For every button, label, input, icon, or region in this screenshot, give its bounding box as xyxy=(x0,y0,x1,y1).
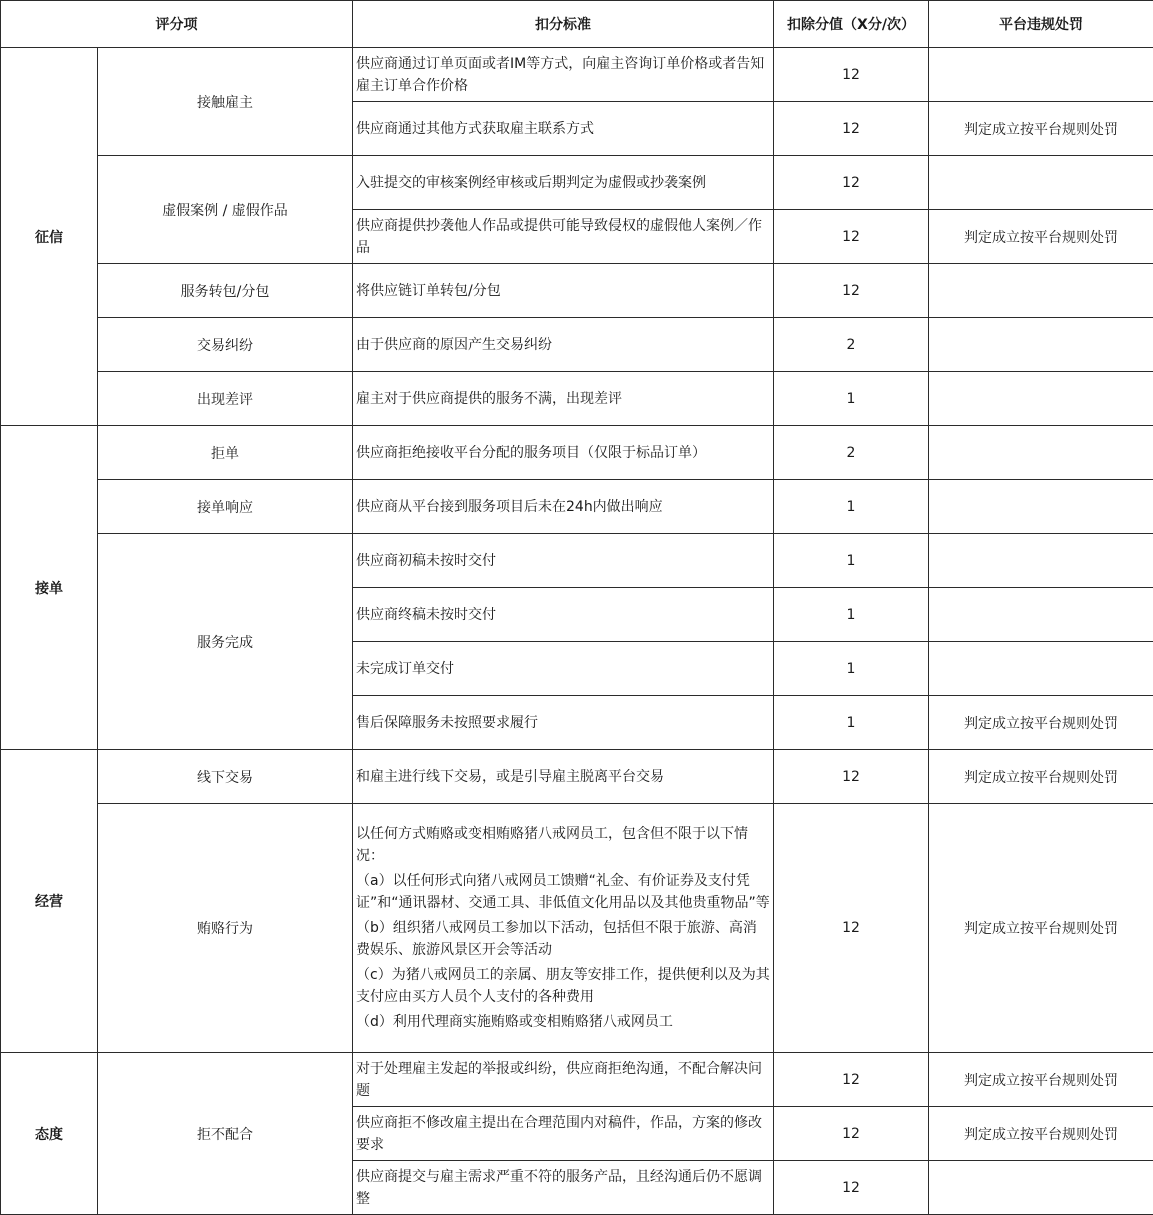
deduct-cell: 1 xyxy=(774,696,929,750)
category-cell: 经营 xyxy=(1,750,98,1053)
penalty-cell xyxy=(929,318,1153,372)
header-penalty: 平台违规处罚 xyxy=(929,1,1153,48)
deduct-cell: 1 xyxy=(774,534,929,588)
table-row xyxy=(1,480,1153,534)
penalty-cell xyxy=(929,372,1153,426)
subitem-cell: 虚假案例 / 虚假作品 xyxy=(98,156,353,264)
penalty-cell xyxy=(929,480,1153,534)
bribery-intro: 以任何方式贿赂或变相贿赂猪八戒网员工，包含但不限于以下情况： xyxy=(356,823,770,867)
deduct-cell: 12 xyxy=(774,102,929,156)
standard-cell: 对于处理雇主发起的举报或纠纷，供应商拒绝沟通，不配合解决问题 xyxy=(353,1053,774,1107)
penalty-cell: 判定成立按平台规则处罚 xyxy=(929,1107,1153,1161)
standard-cell: 将供应链订单转包/分包 xyxy=(353,264,774,318)
penalty-cell: 判定成立按平台规则处罚 xyxy=(929,804,1153,1053)
penalty-cell: 判定成立按平台规则处罚 xyxy=(929,696,1153,750)
standard-cell: 供应商从平台接到服务项目后未在24h内做出响应 xyxy=(353,480,774,534)
table-row xyxy=(1,804,1153,1053)
bribery-clause-b: （b）组织猪八戒网员工参加以下活动，包括但不限于旅游、高消费娱乐、旅游风景区开会等活动 xyxy=(356,917,770,961)
deduct-cell: 12 xyxy=(774,264,929,318)
standard-cell: 供应商拒不修改雇主提出在合理范围内对稿件，作品，方案的修改要求 xyxy=(353,1107,774,1161)
standard-cell: 售后保障服务未按照要求履行 xyxy=(353,696,774,750)
deduct-cell: 1 xyxy=(774,642,929,696)
subitem-cell: 拒单 xyxy=(98,426,353,480)
table-row xyxy=(1,48,1153,102)
deduct-cell: 12 xyxy=(774,750,929,804)
header-item: 评分项 xyxy=(1,1,353,48)
deduct-cell: 12 xyxy=(774,1161,929,1215)
deduct-cell: 12 xyxy=(774,156,929,210)
standard-cell: 雇主对于供应商提供的服务不满，出现差评 xyxy=(353,372,774,426)
subitem-cell: 服务转包/分包 xyxy=(98,264,353,318)
standard-cell: 供应商通过订单页面或者IM等方式，向雇主咨询订单价格或者告知雇主订单合作价格 xyxy=(353,48,774,102)
standard-cell: 入驻提交的审核案例经审核或后期判定为虚假或抄袭案例 xyxy=(353,156,774,210)
table-row xyxy=(1,372,1153,426)
subitem-cell: 拒不配合 xyxy=(98,1053,353,1215)
bribery-clause-d: （d）利用代理商实施贿赂或变相贿赂猪八戒网员工 xyxy=(356,1011,770,1033)
deduct-cell: 12 xyxy=(774,1107,929,1161)
standard-cell: 供应商通过其他方式获取雇主联系方式 xyxy=(353,102,774,156)
subitem-cell: 服务完成 xyxy=(98,534,353,750)
penalty-cell xyxy=(929,1161,1153,1215)
subitem-cell: 接触雇主 xyxy=(98,48,353,156)
standard-cell: 供应商提供抄袭他人作品或提供可能导致侵权的虚假他人案例／作品 xyxy=(353,210,774,264)
category-cell: 接单 xyxy=(1,426,98,750)
table-row xyxy=(1,534,1153,588)
standard-cell: 供应商终稿未按时交付 xyxy=(353,588,774,642)
subitem-cell: 接单响应 xyxy=(98,480,353,534)
penalty-cell xyxy=(929,426,1153,480)
header-row xyxy=(1,1,1153,48)
standard-cell: 供应商拒绝接收平台分配的服务项目（仅限于标品订单） xyxy=(353,426,774,480)
penalty-cell: 判定成立按平台规则处罚 xyxy=(929,750,1153,804)
deduct-cell: 12 xyxy=(774,210,929,264)
standard-cell: 供应商初稿未按时交付 xyxy=(353,534,774,588)
subitem-cell: 出现差评 xyxy=(98,372,353,426)
deduct-cell: 2 xyxy=(774,318,929,372)
deduct-cell: 12 xyxy=(774,48,929,102)
standard-cell xyxy=(353,804,774,1053)
penalty-cell xyxy=(929,156,1153,210)
penalty-cell xyxy=(929,264,1153,318)
penalty-cell: 判定成立按平台规则处罚 xyxy=(929,1053,1153,1107)
category-cell: 征信 xyxy=(1,48,98,426)
header-deduct: 扣除分值（X分/次） xyxy=(774,1,929,48)
table-row xyxy=(1,318,1153,372)
deduct-cell: 12 xyxy=(774,1053,929,1107)
table-row xyxy=(1,1053,1153,1107)
deduct-cell: 1 xyxy=(774,372,929,426)
standard-cell: 和雇主进行线下交易，或是引导雇主脱离平台交易 xyxy=(353,750,774,804)
penalty-cell xyxy=(929,588,1153,642)
header-standard: 扣分标准 xyxy=(353,1,774,48)
penalty-cell xyxy=(929,48,1153,102)
table-row xyxy=(1,264,1153,318)
penalty-cell xyxy=(929,642,1153,696)
standard-cell: 未完成订单交付 xyxy=(353,642,774,696)
penalty-cell xyxy=(929,534,1153,588)
category-cell: 态度 xyxy=(1,1053,98,1215)
deduct-cell: 1 xyxy=(774,588,929,642)
deduct-cell: 12 xyxy=(774,804,929,1053)
table-row xyxy=(1,156,1153,210)
deduct-cell: 2 xyxy=(774,426,929,480)
subitem-cell: 贿赂行为 xyxy=(98,804,353,1053)
deduct-cell: 1 xyxy=(774,480,929,534)
standard-cell: 由于供应商的原因产生交易纠纷 xyxy=(353,318,774,372)
subitem-cell: 线下交易 xyxy=(98,750,353,804)
subitem-cell: 交易纠纷 xyxy=(98,318,353,372)
table-row xyxy=(1,750,1153,804)
standard-cell: 供应商提交与雇主需求严重不符的服务产品，且经沟通后仍不愿调整 xyxy=(353,1161,774,1215)
table-row xyxy=(1,426,1153,480)
penalty-cell: 判定成立按平台规则处罚 xyxy=(929,210,1153,264)
bribery-clause-a: （a）以任何形式向猪八戒网员工馈赠“礼金、有价证券及支付凭证”和“通讯器材、交通工具、非低值文化用品以及其他贵重物品”等 xyxy=(356,870,770,914)
penalty-cell: 判定成立按平台规则处罚 xyxy=(929,102,1153,156)
bribery-clause-c: （c）为猪八戒网员工的亲属、朋友等安排工作，提供便利以及为其支付应由买方人员个人支付的各种费用 xyxy=(356,964,770,1008)
